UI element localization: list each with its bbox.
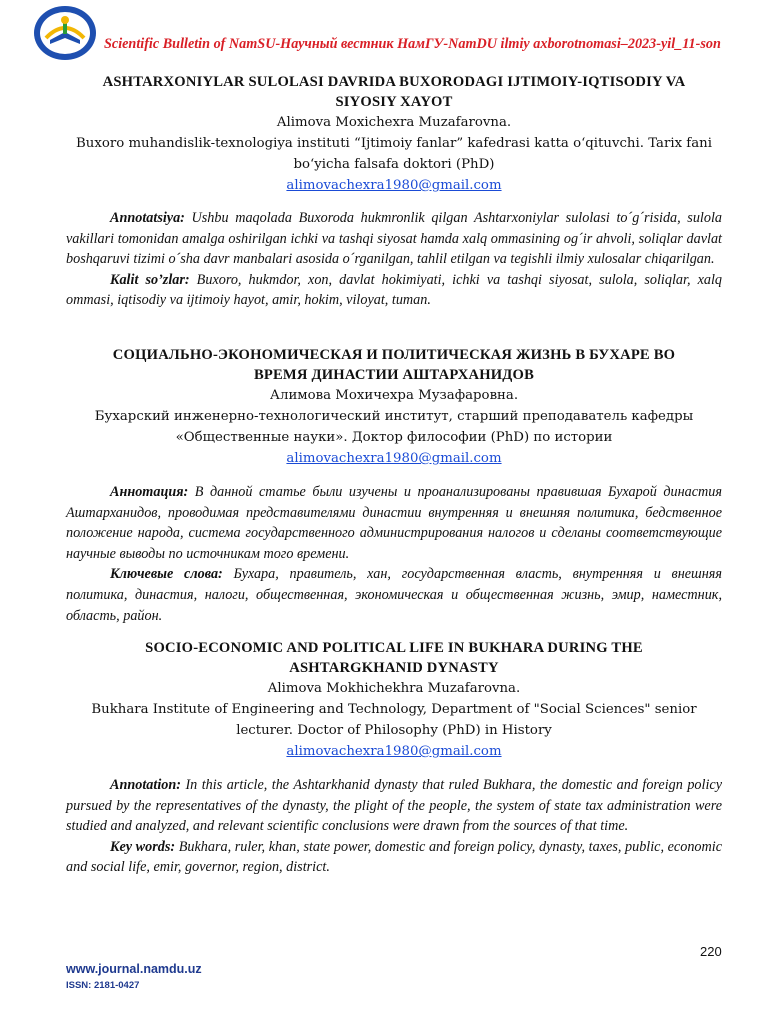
en-keywords-label: Key words: (110, 838, 176, 855)
en-abstract-block (66, 775, 722, 878)
ru-affiliation-line2: «Общественные науки». Доктор философии (PhD) по истории (175, 430, 613, 445)
en-abstract (66, 775, 722, 837)
ru-title-line2: ВРЕМЯ ДИНАСТИИ АШТАРХАНИДОВ (253, 367, 535, 383)
uz-abstract-label: Annotatsiya: (110, 210, 185, 226)
uz-title-line2: SIYOSIY XAYOT (335, 94, 453, 110)
ru-email-link[interactable]: alimovachexra1980@gmail.com (286, 451, 502, 466)
ru-keywords (66, 564, 722, 626)
en-abstract-label: Annotation: (110, 777, 181, 793)
footer-journal-url[interactable]: www.journal.namdu.uz (66, 962, 202, 976)
uz-keywords-label: Kalit so’zlar: (110, 271, 190, 288)
en-affiliation-line2: lecturer. Doctor of Philosophy (PhD) in History (236, 723, 552, 738)
uz-keywords-text: Buxoro, hukmdor, xon, davlat hokimiyati, ichki va tashqi siyosat, sulola, soliqlar, xalq ommasi, iqtisodiy va ijtimoiy hayot, amir, hokim, viloyat, tuman. (66, 271, 723, 309)
uz-author: Alimova Moxichexra Muzafarovna. (276, 115, 512, 130)
journal-logo-icon (32, 4, 98, 62)
footer-issn: ISSN: 2181-0427 (66, 980, 140, 991)
page-number: 220 (700, 944, 722, 959)
en-section (66, 638, 722, 762)
uz-abstract (66, 208, 722, 270)
ru-author: Алимова Мохичехра Музафаровна. (269, 388, 519, 403)
en-affiliation-line1: Bukhara Institute of Engineering and Technology, Department of "Social Sciences" senior (91, 702, 697, 717)
uz-email-link[interactable]: alimovachexra1980@gmail.com (286, 178, 502, 193)
en-keywords-text: Bukhara, ruler, khan, state power, domestic and foreign policy, dynasty, taxes, public, economic and social life, emir, governor, region, district. (66, 838, 722, 876)
ru-abstract (66, 482, 722, 564)
en-title-line1: SOCIO-ECONOMIC AND POLITICAL LIFE IN BUKHARA DURING THE (145, 640, 643, 656)
uz-keywords (66, 270, 722, 311)
ru-abstract-label: Аннотация: (110, 484, 189, 500)
uz-abstract-block (66, 208, 722, 311)
uz-affiliation-line1: Buxoro muhandislik-texnologiya instituti “Ijtimoiy fanlar” kafedrasi katta o‘qituvchi. Tarix fani (76, 136, 712, 151)
uz-section (66, 72, 722, 196)
ru-affiliation-line1: Бухарский инженерно-технологический институт, старший преподаватель кафедры (94, 409, 694, 424)
ru-abstract-text: В данной статье были изучены и проанализированы правившая Бухарой династия Аштарханидов, проводимая представителями династии внутренняя и внешняя политика, бедственное положение народа, система государственного администрирования налогов и сделаны соответствующие научные выводы по источникам того времени. (66, 484, 722, 562)
ru-keywords-label: Ключевые слова: (110, 566, 223, 583)
uz-title-line1: ASHTARXONIYLAR SULOLASI DAVRIDA BUXORODAGI IJTIMOIY-IQTISODIY VA (102, 74, 686, 90)
en-abstract-text: In this article, the Ashtarkhanid dynasty that ruled Bukhara, the domestic and foreign policy pursued by the representatives of the dynasty, the plight of the people, the system of state tax administration were studied and analyzed, and relevant scientific conclusions were drawn from the sources of that time. (66, 777, 722, 835)
ru-abstract-block (66, 482, 722, 626)
ru-title-line1: СОЦИАЛЬНО-ЭКОНОМИЧЕСКАЯ И ПОЛИТИЧЕСКАЯ ЖИЗНЬ В БУХАРЕ ВО (112, 347, 676, 363)
en-title-line2: ASHTARGKHANID DYNASTY (289, 660, 499, 676)
en-author: Alimova Mokhichekhra Muzafarovna. (267, 681, 521, 696)
ru-keywords-text: Бухара, правитель, хан, государственная власть, внутренняя и внешняя политика, династия, налоги, общественная, экономическая и общественная жизнь, эмир, наместник, область, район. (66, 566, 722, 624)
uz-affiliation-line2: bo‘yicha falsafa doktori (PhD) (293, 157, 495, 172)
en-email-link[interactable]: alimovachexra1980@gmail.com (286, 744, 502, 759)
journal-header-title: Scientific Bulletin of NamSU-Научный вестник НамГУ-NamDU ilmiy axborotnomasi–2023-yil_11-son (104, 36, 721, 52)
ru-section (66, 345, 722, 469)
uz-abstract-text: Ushbu maqolada Buxoroda hukmronlik qilgan Ashtarxoniylar sulolasi to´g´risida, sulola vakillari tomonidan amalga oshirilgan ichki va tashqi siyosat hamda xalq ommasining og´ir ahvoli, soliqlar davlat boshqaruvi tizimi o´sha davr manbalari asosida o´rganilgan, tahlil etilgan va tegishli ilmiy xulosalar chiqarilgan. (66, 210, 722, 268)
en-keywords (66, 837, 722, 878)
